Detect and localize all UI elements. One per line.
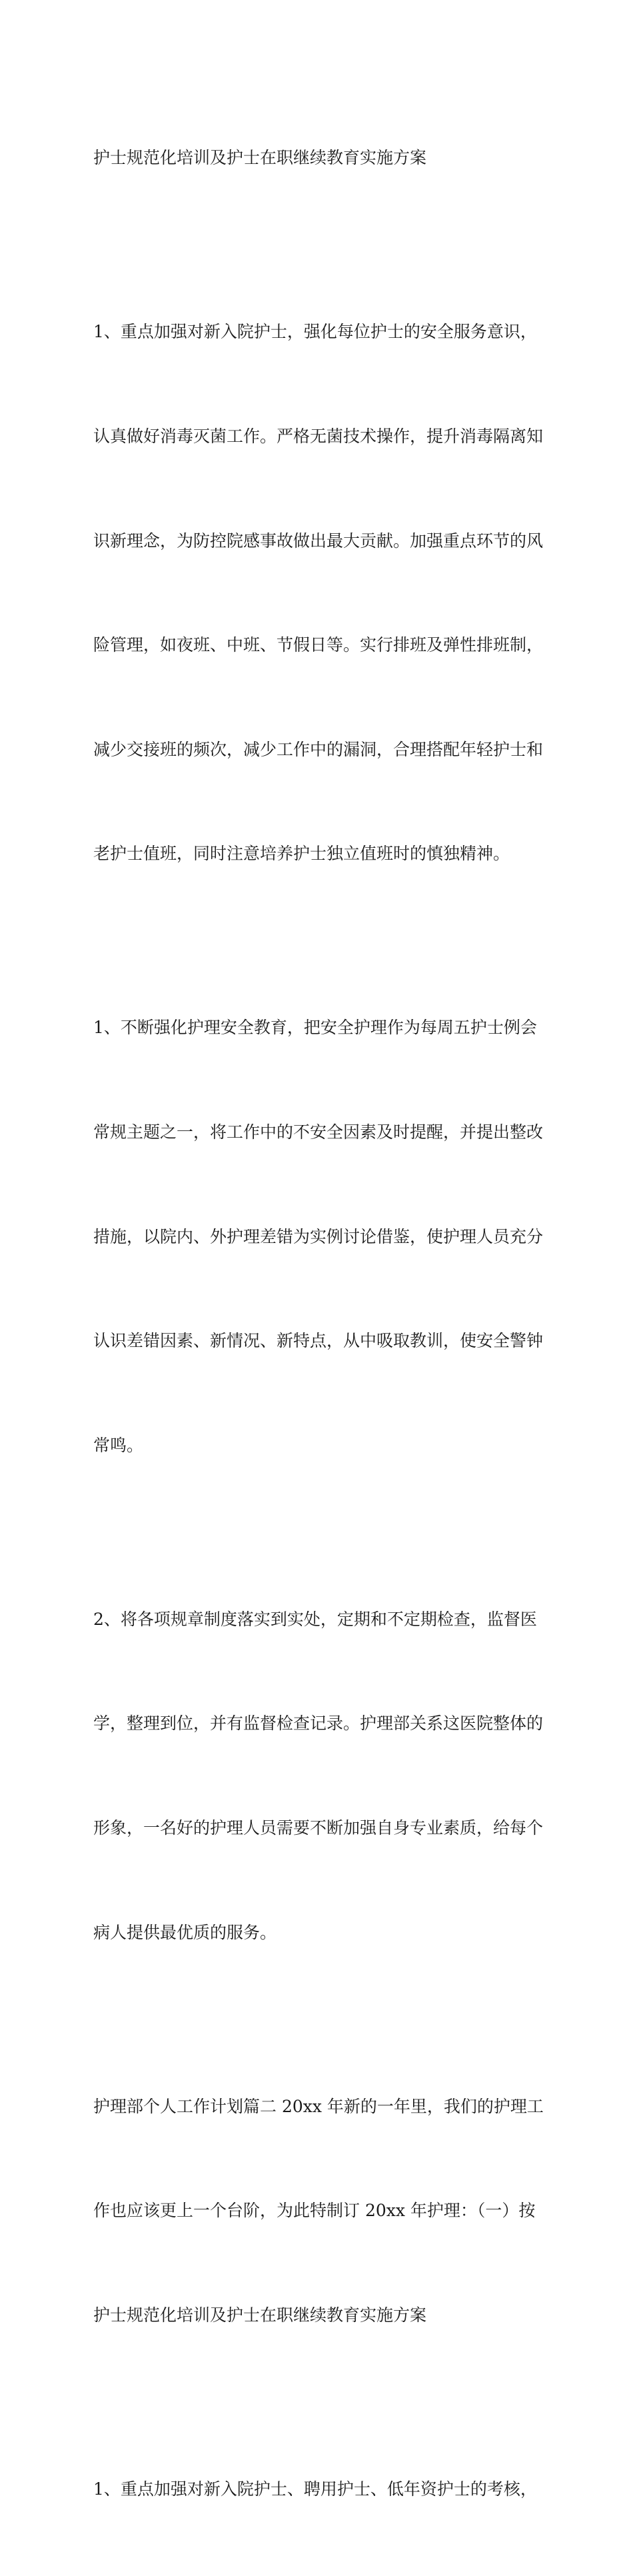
paragraph-2 [93,941,546,1532]
paragraph-title [93,71,546,245]
paragraph-1 [93,245,546,941]
text-line: 1、不断强化护理安全教育，把安全护理作为每周五护士例会 [93,1018,537,1038]
paragraph-3 [93,1532,546,2019]
text-line: 2、将各项规章制度落实到实处，定期和不定期检查，监督医 [93,1609,537,1629]
text-line: 学，整理到位，并有监督检查记录。护理部关系这医院整体的 [93,1714,544,1734]
paragraph-4 [93,2019,546,2402]
text-line: 作也应该更上一个台阶，为此特制订 20xx 年护理：（一）按 [93,2201,536,2221]
text-line: 措施，以院内、外护理差错为实例讨论借鉴，使护理人员充分 [93,1226,544,1246]
text-line: 险管理，如夜班、中班、节假日等。实行排班及弹性排班制， [93,635,544,655]
text-line: 常规主题之一，将工作中的不安全因素及时提醒，并提出整改 [93,1122,544,1142]
text-line: 减少交接班的频次，减少工作中的漏洞，合理搭配年轻护士和 [93,739,544,759]
paragraph-5 [93,2402,546,2576]
text-line: 1、重点加强对新入院护士，强化每位护士的安全服务意识， [93,322,537,342]
text-line: 护士规范化培训及护士在职继续教育实施方案 [93,148,427,168]
text-line: 老护士值班，同时注意培养护士独立值班时的慎独精神。 [93,844,510,864]
text-line: 护士规范化培训及护士在职继续教育实施方案 [93,2305,427,2325]
text-line: 常鸣。 [93,1435,144,1455]
document-body [93,71,546,2576]
text-line: 形象，一名好的护理人员需要不断加强自身专业素质，给每个 [93,1818,544,1838]
text-line: 护理部个人工作计划篇二 20xx 年新的一年里，我们的护理工 [93,2096,544,2116]
text-line: 识新理念，为防控院感事故做出最大贡献。加强重点环节的风 [93,531,544,551]
text-line: 病人提供最优质的服务。 [93,1922,277,1942]
text-line: 1、重点加强对新入院护士、聘用护士、低年资护士的考核， [93,2479,537,2499]
text-line: 认真做好消毒灭菌工作。严格无菌技术操作，提升消毒隔离知 [93,427,544,446]
text-line: 认识差错因素、新情况、新特点，从中吸取教训，使安全警钟 [93,1331,544,1351]
